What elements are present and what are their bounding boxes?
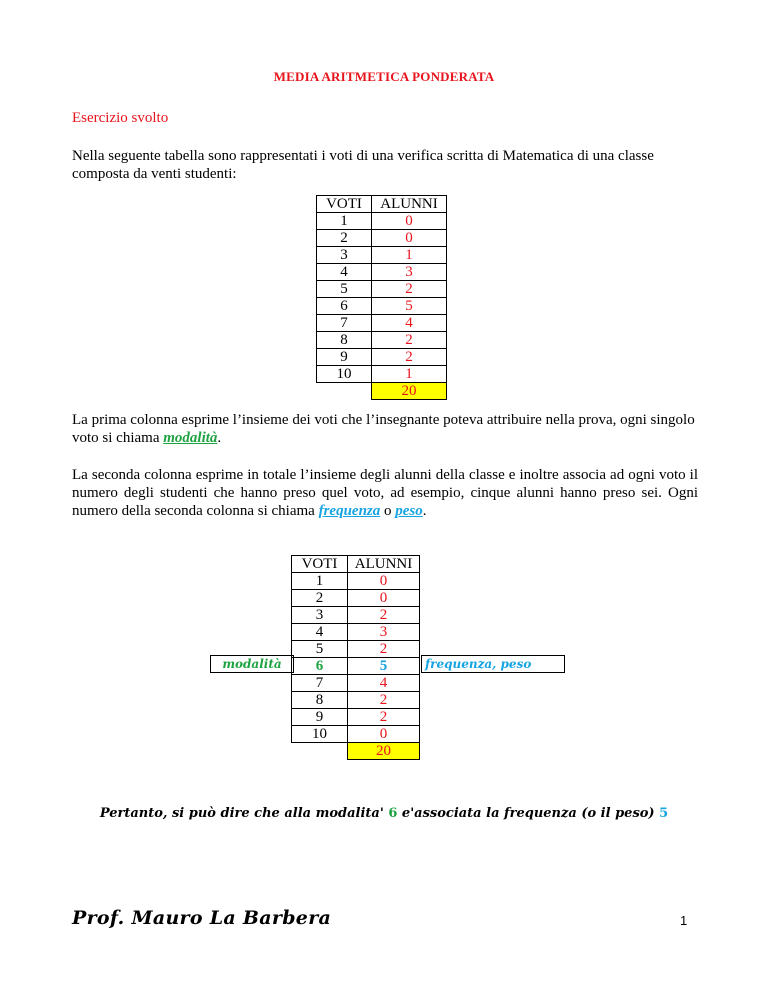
table-row: [317, 247, 447, 264]
students-cell: 2: [372, 332, 447, 349]
modality-paragraph: [72, 411, 698, 447]
grade-cell: 2: [292, 590, 348, 607]
frequency-term: frequenza: [318, 503, 381, 519]
students-cell: 5: [348, 658, 420, 675]
footer-author: Prof. Mauro La Barbera: [72, 907, 332, 929]
weight-term: peso: [395, 503, 423, 519]
table-row: [317, 349, 447, 366]
students-cell: 1: [372, 366, 447, 383]
grade-cell: 6: [292, 658, 348, 675]
table-row: [292, 607, 420, 624]
total-row: [317, 383, 447, 400]
table-row: [292, 726, 420, 743]
grade-cell: 1: [292, 573, 348, 590]
students-cell: 2: [348, 692, 420, 709]
table-row: [317, 298, 447, 315]
conclusion-prefix: Pertanto, si può dire che alla modalita': [99, 806, 389, 821]
modality-end: .: [217, 430, 222, 446]
grade-cell: 10: [317, 366, 372, 383]
table-row: [317, 332, 447, 349]
section-subtitle: Esercizio svolto: [72, 110, 169, 126]
header-alunni: ALUNNI: [348, 556, 420, 573]
conclusion-frequency-value: 5: [659, 806, 669, 821]
table-row: [317, 264, 447, 281]
table-row: [292, 658, 420, 675]
grade-cell: 6: [317, 298, 372, 315]
total-row: [292, 743, 420, 760]
frequency-end: .: [422, 503, 427, 519]
total-blank-cell: [317, 383, 372, 400]
students-cell: 2: [348, 607, 420, 624]
students-cell: 0: [348, 590, 420, 607]
students-cell: 0: [372, 230, 447, 247]
grade-cell: 5: [317, 281, 372, 298]
students-cell: 2: [372, 349, 447, 366]
annotated-grades-table: [291, 555, 420, 760]
students-cell: 3: [348, 624, 420, 641]
students-cell: 1: [372, 247, 447, 264]
grade-cell: 4: [292, 624, 348, 641]
grade-cell: 10: [292, 726, 348, 743]
students-cell: 5: [372, 298, 447, 315]
conclusion-line: [0, 806, 768, 821]
table-row: [317, 366, 447, 383]
grade-cell: 8: [292, 692, 348, 709]
conclusion-modality-value: 6: [388, 806, 398, 821]
grade-cell: 9: [292, 709, 348, 726]
frequency-text: La seconda colonna esprime in totale l’insieme degli alunni della classe e inoltre associa ad ogni voto il numero degli studenti che hanno preso quel voto, ad esempio, cinque alunni hanno preso sei. Ogni numero della seconda colonna si chiama: [72, 467, 698, 519]
table-row: [317, 281, 447, 298]
table-row: [292, 641, 420, 658]
table-row: [292, 624, 420, 641]
students-cell: 2: [348, 641, 420, 658]
students-cell: 4: [372, 315, 447, 332]
total-cell: 20: [372, 383, 447, 400]
table-header-row: [292, 556, 420, 573]
students-cell: 0: [372, 213, 447, 230]
students-cell: 2: [372, 281, 447, 298]
students-cell: 4: [348, 675, 420, 692]
grade-cell: 4: [317, 264, 372, 281]
students-cell: 0: [348, 726, 420, 743]
intro-paragraph: Nella seguente tabella sono rappresentati i voti di una verifica scritta di Matematica di una classe composta da venti studenti:: [72, 148, 654, 182]
table-row: [292, 675, 420, 692]
header-voti: VOTI: [292, 556, 348, 573]
document-title: MEDIA ARITMETICA PONDERATA: [273, 69, 495, 84]
table-row: [292, 590, 420, 607]
grade-cell: 3: [292, 607, 348, 624]
table-row: [292, 692, 420, 709]
students-cell: 0: [348, 573, 420, 590]
frequency-paragraph: [72, 466, 698, 520]
grade-cell: 1: [317, 213, 372, 230]
grade-cell: 8: [317, 332, 372, 349]
grade-cell: 3: [317, 247, 372, 264]
table-row: [317, 230, 447, 247]
students-cell: 2: [348, 709, 420, 726]
grade-cell: 5: [292, 641, 348, 658]
table-row: [292, 709, 420, 726]
table-row: [317, 213, 447, 230]
total-cell: 20: [348, 743, 420, 760]
table-row: [292, 573, 420, 590]
header-voti: VOTI: [317, 196, 372, 213]
modality-label: modalità: [210, 655, 294, 673]
total-blank-cell: [292, 743, 348, 760]
grade-cell: 7: [292, 675, 348, 692]
grade-cell: 9: [317, 349, 372, 366]
frequency-connector: o: [380, 503, 396, 519]
conclusion-middle: e'associata la frequenza (o il peso): [397, 806, 660, 821]
header-alunni: ALUNNI: [372, 196, 447, 213]
grades-table: [316, 195, 447, 400]
table-row: [317, 315, 447, 332]
page-number: 1: [680, 913, 688, 928]
modality-text: La prima colonna esprime l’insieme dei voti che l’insegnante poteva attribuire nella prova, ogni singolo voto si chiama: [72, 412, 695, 446]
grade-cell: 7: [317, 315, 372, 332]
grade-cell: 2: [317, 230, 372, 247]
table-header-row: [317, 196, 447, 213]
students-cell: 3: [372, 264, 447, 281]
frequency-weight-label: frequenza, peso: [421, 655, 565, 673]
modality-term: modalità: [163, 430, 218, 446]
